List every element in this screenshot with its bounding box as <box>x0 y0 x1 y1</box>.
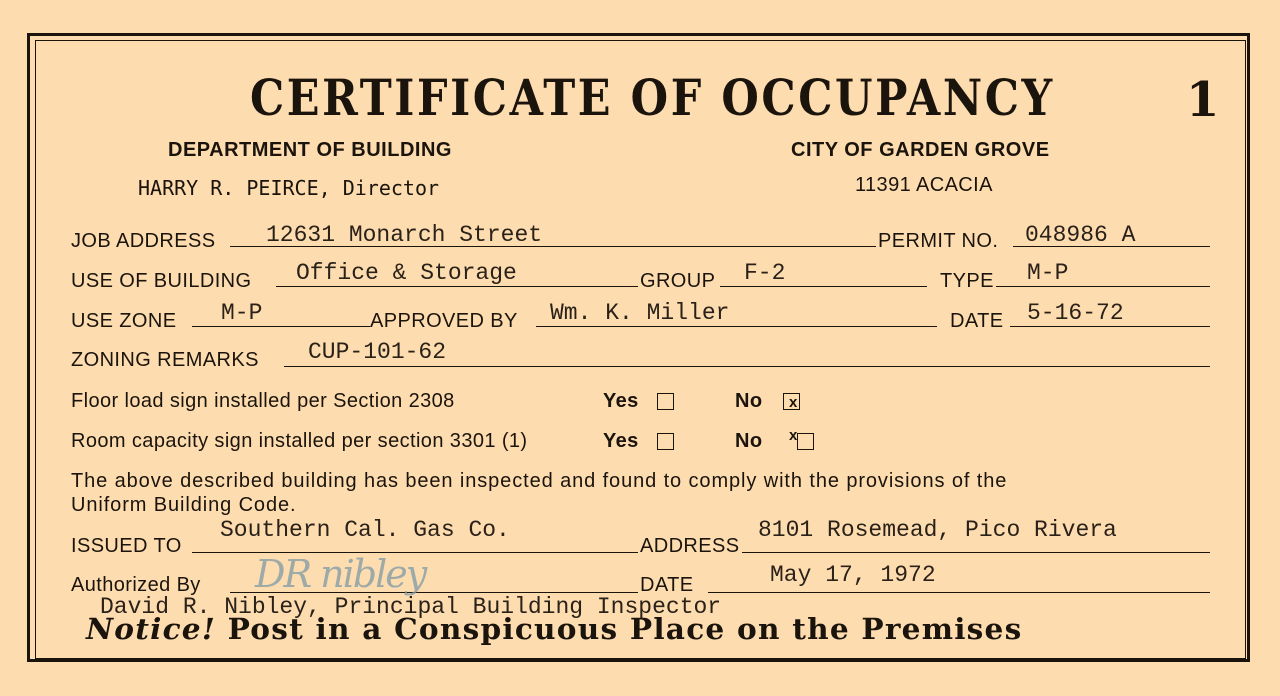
remarks-label: ZONING REMARKS <box>71 349 259 371</box>
room-capacity-check-mark: x <box>789 427 798 444</box>
issued-date-line <box>708 592 1210 593</box>
approved-value: Wm. K. Miller <box>550 300 730 326</box>
room-capacity-no-checkbox[interactable] <box>797 433 814 450</box>
permit-value: 048986 A <box>1025 222 1136 248</box>
certificate-title: CERTIFICATE OF OCCUPANCY <box>250 68 1055 127</box>
notice-lead: Notice! <box>86 612 217 646</box>
room-capacity-no-label: No <box>735 430 763 452</box>
group-line <box>720 286 927 287</box>
zone-value: M-P <box>221 300 263 326</box>
department-name: DEPARTMENT OF BUILDING <box>168 139 452 161</box>
remarks-line <box>284 366 1210 367</box>
type-value: M-P <box>1027 260 1069 286</box>
compliance-line-1: The above described building has been inspected and found to comply with the provisions of the <box>71 470 1008 492</box>
inspector-name: David R. Nibley, Principal Building Inspector <box>100 594 722 620</box>
issued-to-label: ISSUED TO <box>71 535 182 557</box>
notice-text: Post in a Conspicuous Place on the Premises <box>227 612 1023 646</box>
floor-load-yes-checkbox[interactable] <box>657 393 674 410</box>
approved-label: APPROVED BY <box>370 310 518 332</box>
type-line <box>996 286 1210 287</box>
room-capacity-text: Room capacity sign installed per section 3301 (1) <box>71 430 528 452</box>
signature-mark: DR nibley <box>255 552 426 596</box>
notice-banner <box>86 612 1022 646</box>
use-label: USE OF BUILDING <box>71 270 252 292</box>
use-value: Office & Storage <box>296 260 517 286</box>
use-line <box>276 286 638 287</box>
permit-label: PERMIT NO. <box>878 230 999 252</box>
authorized-label: Authorized By <box>71 574 201 596</box>
address-value: 8101 Rosemead, Pico Rivera <box>758 517 1117 543</box>
room-capacity-yes-label: Yes <box>603 430 639 452</box>
group-value: F-2 <box>744 260 786 286</box>
director-name: HARRY R. PEIRCE, Director <box>138 176 440 200</box>
city-name: CITY OF GARDEN GROVE <box>791 139 1050 161</box>
job-address-value: 12631 Monarch Street <box>266 222 543 248</box>
group-label: GROUP <box>640 270 716 292</box>
job-address-label: JOB ADDRESS <box>71 230 216 252</box>
room-capacity-yes-checkbox[interactable] <box>657 433 674 450</box>
address-label: ADDRESS <box>640 535 740 557</box>
remarks-value: CUP-101-62 <box>308 339 447 365</box>
floor-load-check-mark: x <box>789 394 798 411</box>
date-line <box>1010 326 1210 327</box>
certificate-number: 1 <box>1186 72 1220 128</box>
issued-date-value: May 17, 1972 <box>770 562 936 588</box>
date-value: 5-16-72 <box>1027 300 1124 326</box>
floor-load-text: Floor load sign installed per Section 2308 <box>71 390 455 412</box>
zone-line <box>192 326 370 327</box>
issued-to-value: Southern Cal. Gas Co. <box>220 517 510 543</box>
date-label: DATE <box>950 310 1004 332</box>
type-label: TYPE <box>940 270 994 292</box>
floor-load-yes-label: Yes <box>603 390 639 412</box>
issued-date-label: DATE <box>640 574 694 596</box>
city-address: 11391 ACACIA <box>855 174 993 196</box>
compliance-line-2: Uniform Building Code. <box>71 494 297 516</box>
zone-label: USE ZONE <box>71 310 177 332</box>
approved-line <box>536 326 937 327</box>
floor-load-no-label: No <box>735 390 763 412</box>
address-line <box>742 552 1210 553</box>
